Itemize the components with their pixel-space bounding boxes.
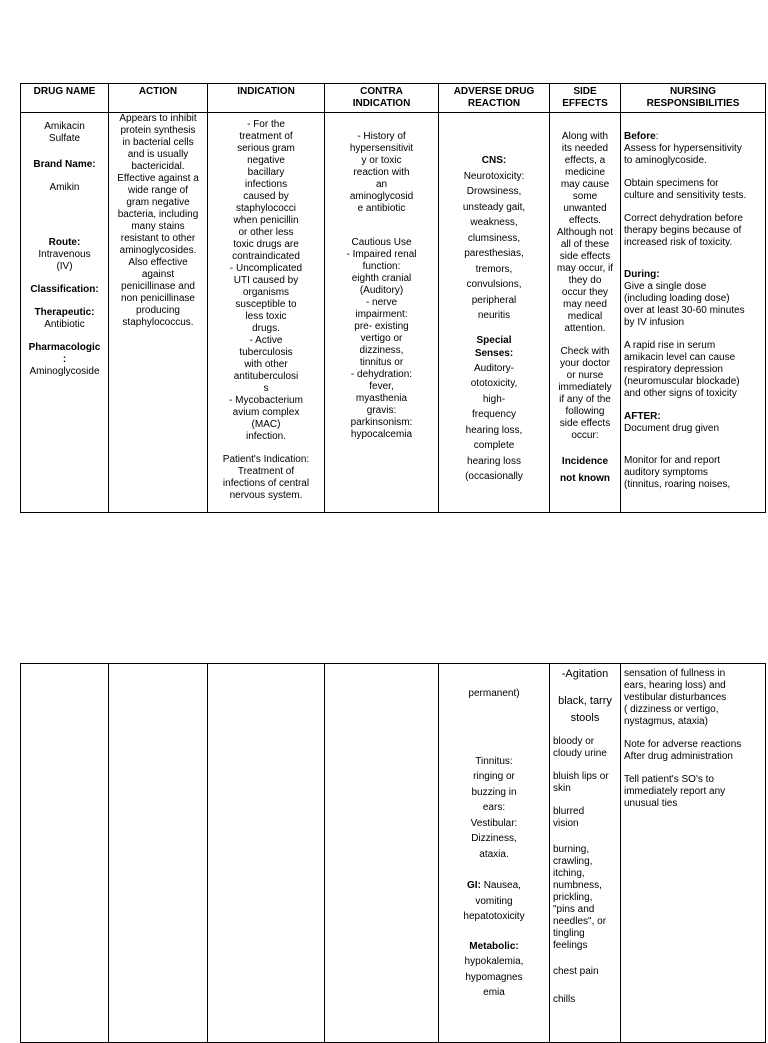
header-drug-name: DRUG NAME <box>21 84 109 113</box>
nursing-cell: Before: Assess for hypersensitivity to aminoglycoside. Obtain specimens for culture and sensitivity tests. Correct dehydration before therapy begins because of increased risk of toxicity. During: Give a single dose (including loading dose) over at least 30-60 minutes by IV infusion A rapid rise in serum amikacin level can cause respiratory depression (neuromuscular blockade) and other signs of toxicity AFTER: Document drug given Monitor for and report auditory symptoms (tinnitus, roaring noises, <box>621 113 766 513</box>
empty-drug-cell <box>21 664 109 1043</box>
therapeutic-value: Antibiotic <box>44 319 85 330</box>
empty-contra-cell <box>325 664 439 1043</box>
permanent-text: permanent) <box>468 688 520 699</box>
agitation-text: -Agitation <box>561 668 609 680</box>
after-item-1: Document drug given <box>624 423 720 434</box>
action-text: Appears to inhibit protein synthesis in bacterial cells and is usually bactericidal. Effective against a wide range of gram negative bacteria, including many stains resistant to other aminoglycosides. Also effective against penicillinase and non penicillinase producing staphylococcus. <box>117 113 199 328</box>
route-value: Intravenous (IV) <box>38 249 91 272</box>
after-label: AFTER: <box>624 411 661 422</box>
brand-name-label: Brand Name: <box>33 159 96 170</box>
cns-label: CNS: <box>481 155 507 166</box>
pharmacologic-label: Pharmacologic : <box>28 342 101 365</box>
empty-action-cell <box>109 664 208 1043</box>
header-indication: INDICATION <box>208 84 325 113</box>
cns-text: Neurotoxicity: Drowsiness, unsteady gait, weakness, clumsiness, paresthesias, tremors, convulsions, peripheral neuritis <box>462 170 526 321</box>
burning-feelings: burning, crawling, itching, numbness, prickling, "pins and needles", or tingling feelings <box>553 844 607 952</box>
adverse-reaction-cell-continued <box>439 664 550 1043</box>
action-cell <box>109 113 208 513</box>
after-item-2: Monitor for and report auditory symptoms (tinnitus, roaring noises, <box>624 455 731 490</box>
gi-text-1: Nausea, <box>480 880 521 891</box>
header-nursing-responsibilities: NURSING RESPONSIBILITIES <box>621 84 766 113</box>
nursing-cell-continued <box>621 664 766 1043</box>
tinnitus-text: Tinnitus: ringing or buzzing in ears: Vestibular: Dizziness, ataxia. <box>470 755 518 860</box>
header-contraindication: CONTRA INDICATION <box>325 84 439 113</box>
contraindication-history: - History of hypersensitivit y or toxic reaction with an aminoglycosid e antibiotic <box>349 131 414 214</box>
drug-study-table-page-1 <box>20 83 766 513</box>
side-effects-intro: Along with its needed effects, a medicine may cause some unwanted effects. Although not all of these side effects may occur, if they do occur they may need medical attention. <box>556 131 614 334</box>
indication-list: - For the treatment of serious gram negative bacillary infections caused by staphylococci when penicillin or other less toxic drugs are contraindicated - Uncomplicated UTI caused by organisms susceptible to less toxic drugs. - Active tuberculosis with other antituberculosi s - Mycobacterium avium complex (MAC) infection. <box>229 119 303 442</box>
metabolic-label: Metabolic: <box>469 940 519 952</box>
before-item-3: Correct dehydration before therapy begins because of increased risk of toxicity. <box>624 213 743 248</box>
route-label: Route: <box>48 237 81 248</box>
pharmacologic-value: Aminoglycoside <box>29 366 100 377</box>
nursing-continued-1: sensation of fullness in ears, hearing loss) and vestibular disturbances ( dizziness or vertigo, nystagmus, ataxia) <box>624 668 727 727</box>
classification-label: Classification: <box>30 284 99 295</box>
gi-label: GI: <box>467 880 481 891</box>
bloody-urine: bloody or cloudy urine <box>553 736 607 760</box>
header-side-effects: SIDE EFFECTS <box>550 84 621 113</box>
metabolic-text: hypokalemia, hypomagnes emia <box>464 956 524 998</box>
nursing-continued-3: Tell patient's SO's to immediately report any unusual ties <box>624 774 726 809</box>
blurred-vision: blurred vision <box>553 806 585 830</box>
special-senses-text: Auditory- ototoxicity, high- frequency hearing loss, complete hearing loss (occasionally <box>465 362 523 482</box>
brand-name: Amikin <box>49 182 80 193</box>
gi-text-2: vomiting hepatotoxicity <box>463 895 525 922</box>
during-item-1: Give a single dose (including loading dose) over at least 30-60 minutes by IV infusion <box>624 281 745 328</box>
header-action: ACTION <box>109 84 208 113</box>
incidence-label: Incidence not known <box>560 456 610 484</box>
before-label: Before <box>624 131 656 142</box>
patient-indication: Patient's Indication: Treatment of infections of central nervous system. <box>222 454 310 501</box>
black-tarry-stools: black, tarry stools <box>558 695 612 724</box>
chest-pain: chest pain <box>553 966 599 978</box>
special-senses-label: Special Senses: <box>474 334 514 359</box>
side-effects-cell-continued <box>550 664 621 1043</box>
during-label: During: <box>624 269 660 280</box>
generic-name: Amikacin Sulfate <box>44 121 85 144</box>
bluish-lips: bluish lips or skin <box>553 771 609 795</box>
adverse-reaction-cell <box>439 113 550 513</box>
header-adverse-drug-reaction: ADVERSE DRUG REACTION <box>439 84 550 113</box>
nursing-continued-2: Note for adverse reactions After drug administration <box>624 739 742 762</box>
during-item-2: A rapid rise in serum amikacin level can cause respiratory depression (neuromuscular blockade) and other signs of toxicity <box>624 340 740 399</box>
before-item-2: Obtain specimens for culture and sensitivity tests. <box>624 178 747 201</box>
empty-indication-cell <box>208 664 325 1043</box>
contraindication-cell <box>325 113 439 513</box>
before-item-1: Assess for hypersensitivity to aminoglycoside. <box>624 143 742 166</box>
drug-study-table-page-2 <box>20 663 766 1043</box>
drug-name-cell <box>21 113 109 513</box>
therapeutic-label: Therapeutic: <box>34 307 95 318</box>
indication-cell <box>208 113 325 513</box>
side-effects-check: Check with your doctor or nurse immediately if any of the following side effects occur: <box>558 346 612 441</box>
side-effects-cell <box>550 113 621 513</box>
chills: chills <box>553 994 576 1006</box>
cautious-use: Cautious Use - Impaired renal function: eighth cranial (Auditory) - nerve impairment: pre- existing vertigo or dizziness, tinnitus or - dehydration: fever, myasthenia gravis: parkinsonism: hypocalcemia <box>346 237 417 440</box>
